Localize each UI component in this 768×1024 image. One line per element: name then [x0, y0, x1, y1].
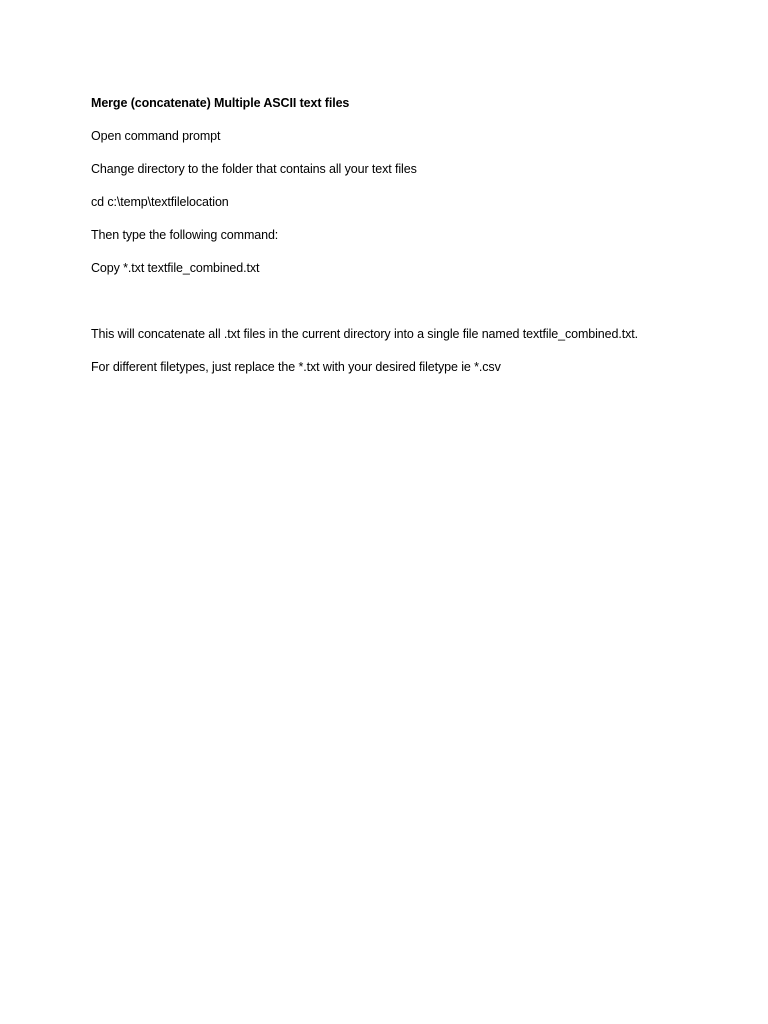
copy-command-text: Copy *.txt textfile_combined.txt — [91, 261, 260, 275]
explanation-paragraph: This will concatenate all .txt files in the current directory into a single file named textfile_combined.txt. — [91, 327, 639, 341]
step-type-command: Then type the following command: — [91, 228, 279, 242]
step-open-command-prompt: Open command prompt — [91, 129, 221, 143]
filetypes-note: For different filetypes, just replace the *.txt with your desired filetype ie *.csv — [91, 360, 501, 374]
step-change-directory: Change directory to the folder that contains all your text files — [91, 162, 417, 176]
cd-command-text: cd c:\temp\textfilelocation — [91, 195, 229, 209]
blank-line — [91, 291, 751, 324]
document-title: Merge (concatenate) Multiple ASCII text files — [91, 96, 350, 110]
document-body — [91, 93, 751, 390]
